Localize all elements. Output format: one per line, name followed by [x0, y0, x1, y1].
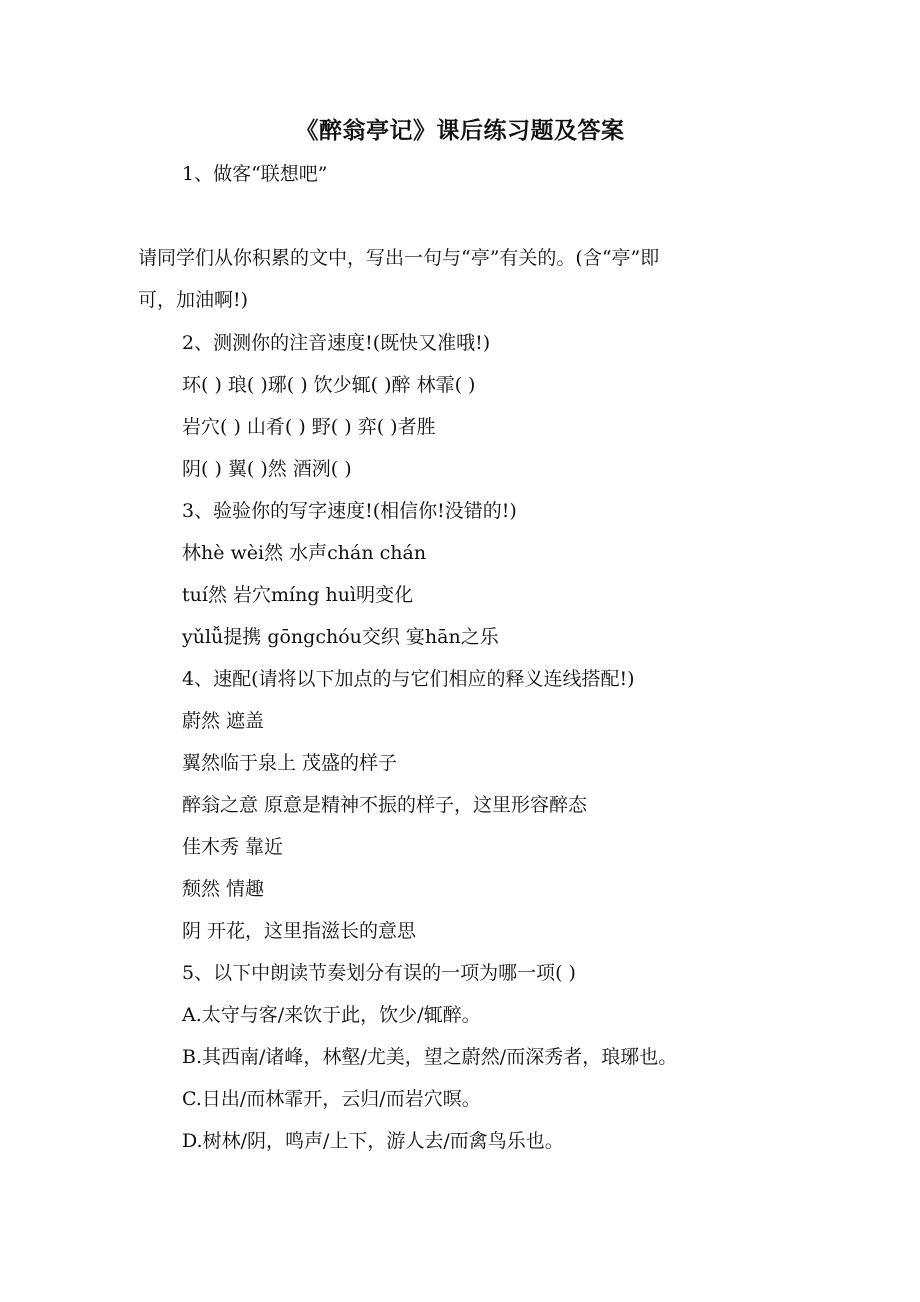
- question-5-option-b: B.其西南/诸峰，林壑/尤美，望之蔚然/而深秀者，琅琊也。: [182, 1046, 678, 1068]
- question-4-heading: 4、速配(请将以下加点的与它们相应的释义连线搭配!): [182, 668, 635, 690]
- question-3-row-1: 林hè wèi然 水声chán chán: [182, 542, 427, 564]
- question-2-row-3: 阴( ) 翼( )然 酒洌( ): [182, 458, 352, 480]
- question-4-pair-3: 醉翁之意 原意是精神不振的样子，这里形容醉态: [182, 794, 588, 816]
- question-1-prompt-line-2: 可，加油啊!): [138, 289, 249, 311]
- question-3-row-3: yǔlǚ提携 gōngchóu交织 宴hān之乐: [182, 626, 499, 648]
- question-4-pair-5: 颓然 情趣: [182, 878, 265, 900]
- question-3-row-2: tuí然 岩穴míng huì明变化: [182, 584, 414, 606]
- question-5-option-c: C.日出/而林霏开，云归/而岩穴暝。: [182, 1088, 481, 1110]
- question-5-option-a: A.太守与客/来饮于此，饮少/辄醉。: [182, 1004, 481, 1026]
- question-4-pair-4: 佳木秀 靠近: [182, 836, 284, 858]
- document-title: 《醉翁亭记》课后练习题及答案: [295, 117, 625, 144]
- question-4-pair-6: 阴 开花，这里指滋长的意思: [182, 920, 417, 942]
- question-4-pair-2: 翼然临于泉上 茂盛的样子: [182, 752, 398, 774]
- question-4-pair-1: 蔚然 遮盖: [182, 710, 265, 732]
- question-2-heading: 2、测测你的注音速度!(既快又准哦!): [182, 332, 491, 354]
- question-1-heading: 1、做客“联想吧”: [182, 163, 328, 185]
- question-2-row-2: 岩穴( ) 山肴( ) 野( ) 弈( )者胜: [182, 416, 436, 438]
- question-5-option-d: D.树林/阴，鸣声/上下，游人去/而禽鸟乐也。: [182, 1130, 564, 1152]
- question-5-heading: 5、以下中朗读节奏划分有误的一项为哪一项( ): [182, 962, 576, 984]
- question-2-row-1: 环( ) 琅( )琊( ) 饮少辄( )醉 林霏( ): [182, 374, 476, 396]
- question-1-prompt-line-1: 请同学们从你积累的文中，写出一句与“亭”有关的。(含“亭”即: [138, 247, 660, 269]
- question-3-heading: 3、验验你的写字速度!(相信你!没错的!): [182, 500, 517, 522]
